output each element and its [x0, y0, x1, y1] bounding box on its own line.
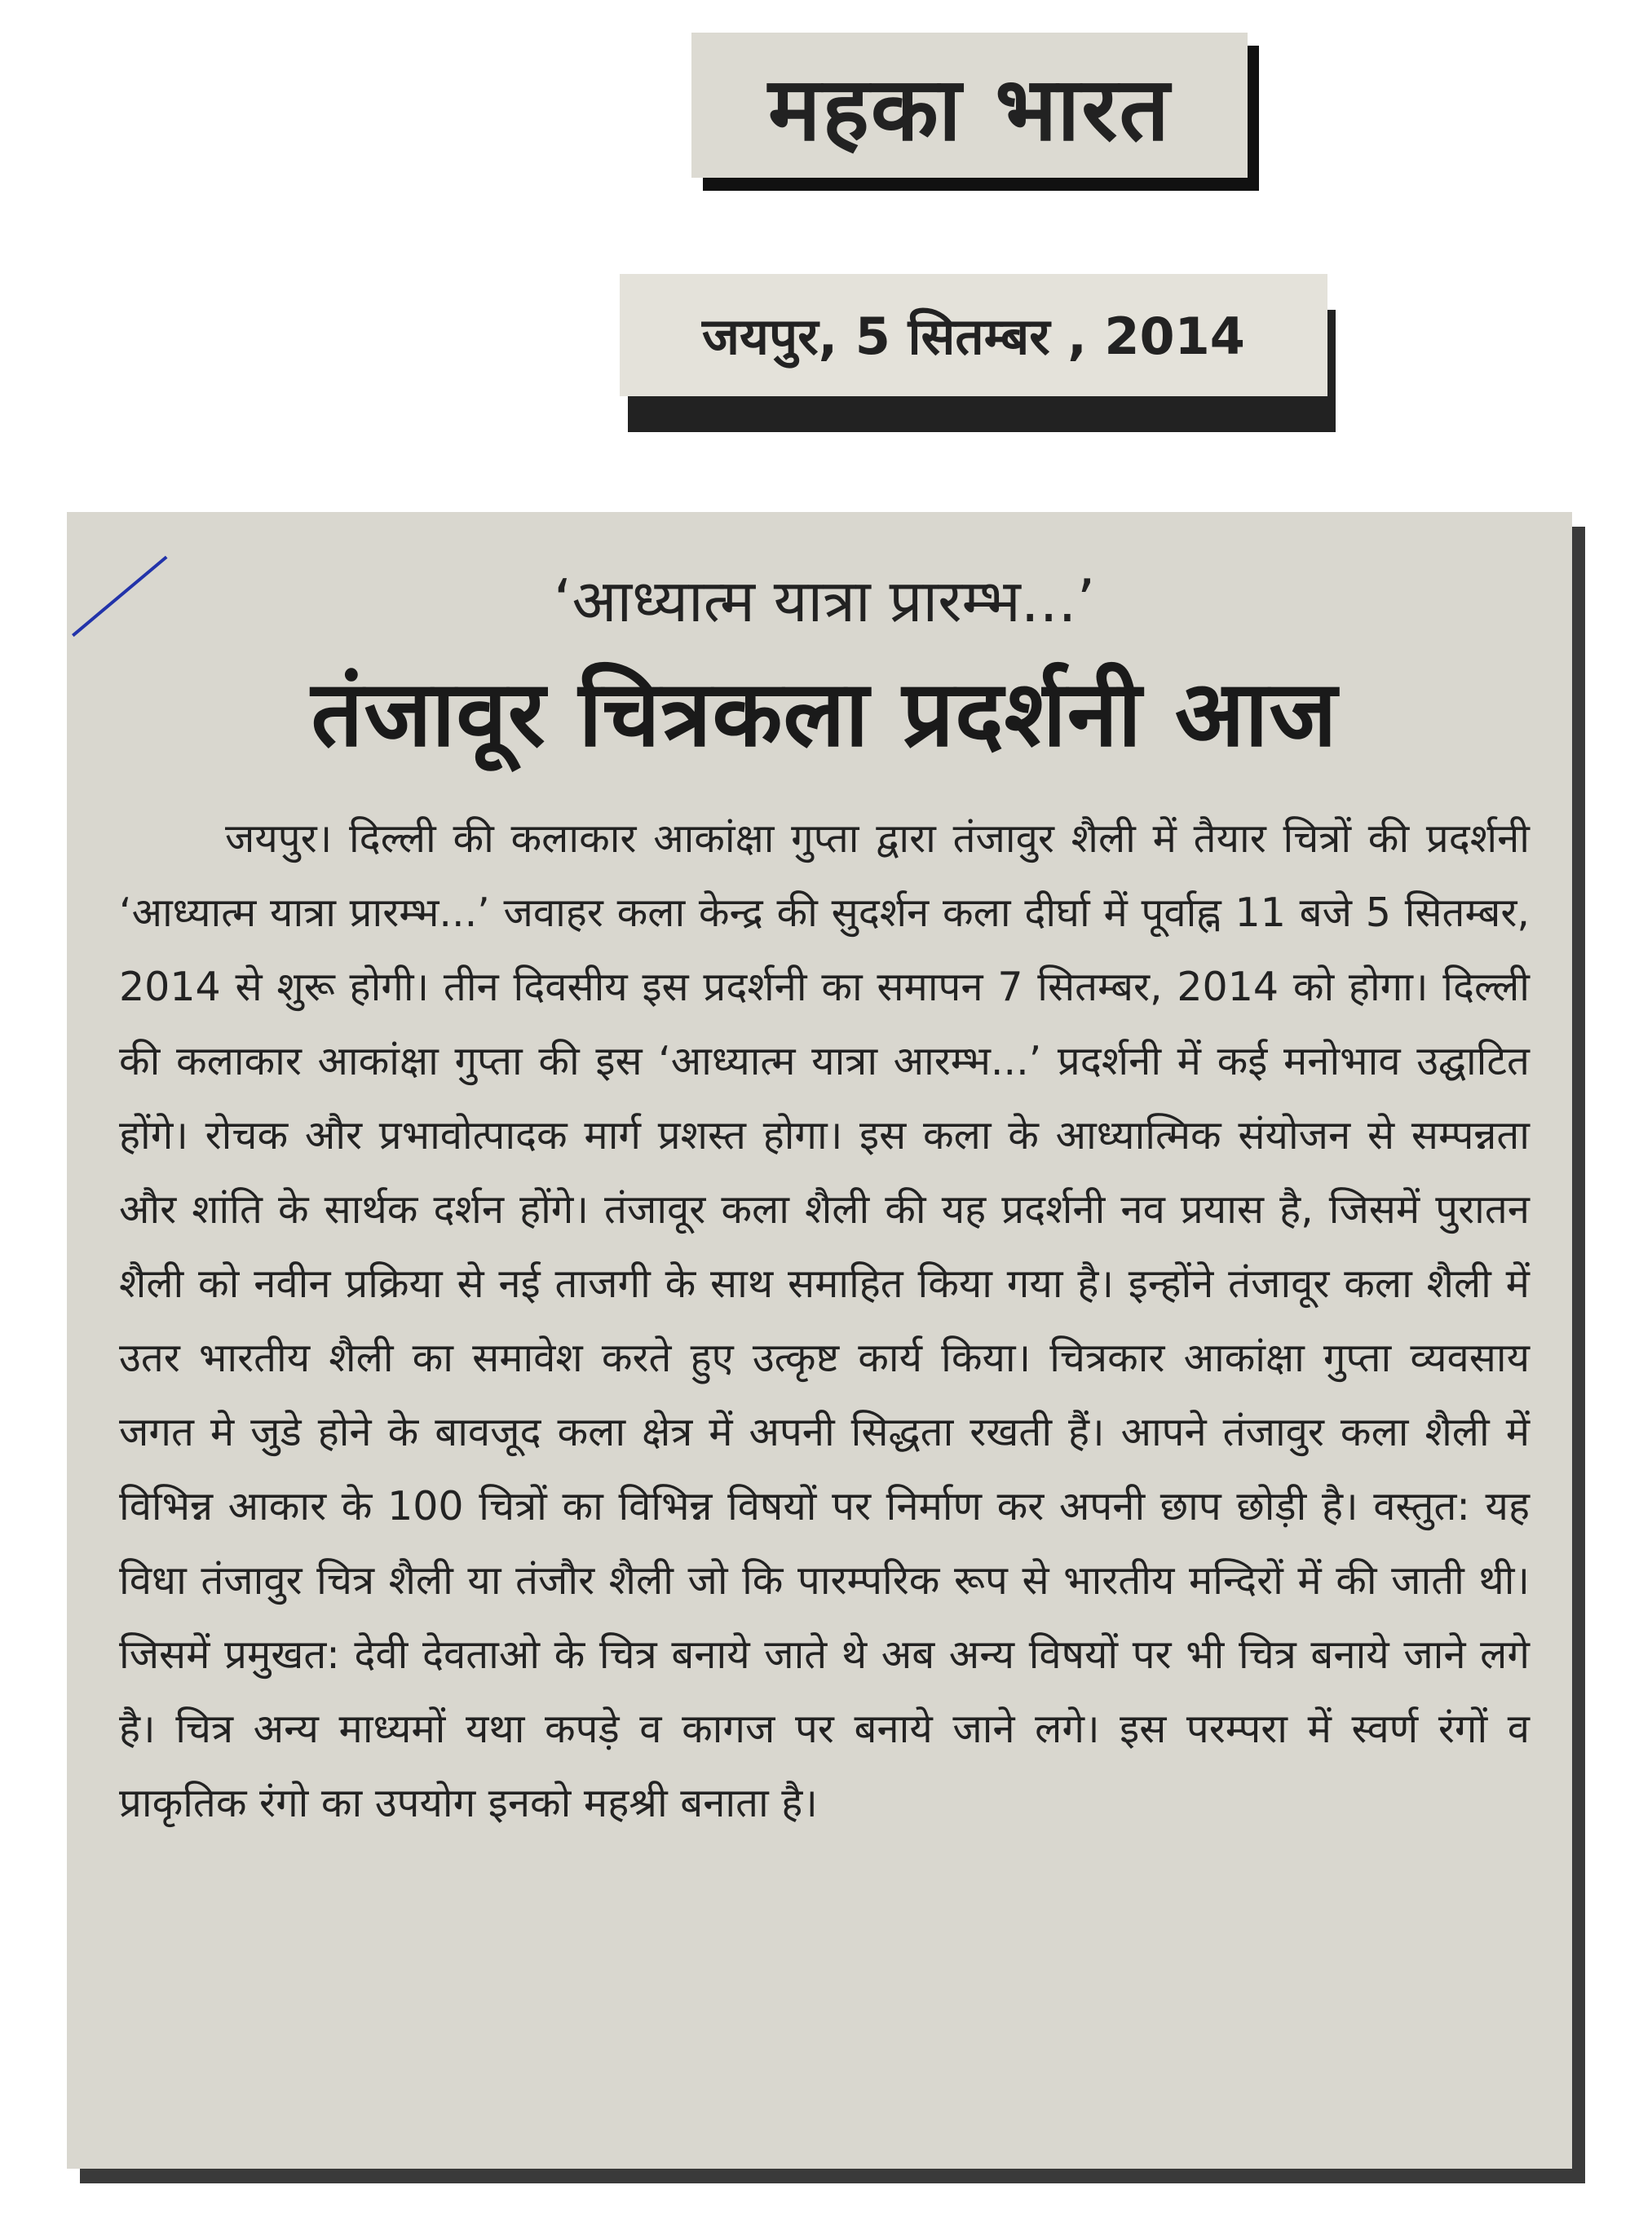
publication-date: जयपुर, 5 सितम्बर , 2014	[702, 307, 1245, 366]
article-headline: तंजावूर चित्रकला प्रदर्शनी आज	[311, 661, 1338, 767]
newspaper-name: महका भारत	[767, 58, 1172, 161]
article-body: जयपुर। दिल्ली की कलाकार आकांक्षा गुप्ता द्वारा तंजावुर शैली में तैयार चित्रों की प्रदर्शनी ‘आध्यात्म यात्रा प्रारम्भ...’ जवाहर कला केन्द्र की सुदर्शन कला दीर्घा में पूर्वाह्न 11 बजे 5 सितम्बर, 2014 से शुरू होगी। तीन दिवसीय इस प्रदर्शनी का समापन 7 सितम्बर, 2014 को होगा। दिल्ली की कलाकार आकांक्षा गुप्ता की इस ‘आध्यात्म यात्रा आरम्भ...’ प्रदर्शनी में कई मनोभाव उद्घाटित होंगे। रोचक और प्रभावोत्पादक मार्ग प्रशस्त होगा। इस कला के आध्यात्मिक संयोजन से सम्पन्नता और शांति के सार्थक दर्शन होंगे। तंजावूर कला शैली की यह प्रदर्शनी नव प्रयास है, जिसमें पुरातन शैली को नवीन प्रक्रिया से नई ताजगी के साथ समाहित किया गया है। इन्होंने तंजावूर कला शैली में उतर भारतीय शैली का समावेश करते हुए उत्कृष्ट कार्य किया। चित्रकार आकांक्षा गुप्ता व्यवसाय जगत मे जुडे होने के बावजूद कला क्षेत्र में अपनी सिद्धता रखती हैं। आपने तंजावुर कला शैली में विभिन्न आकार के 100 चित्रों का विभिन्न विषयों पर निर्माण कर अपनी छाप छोड़ी है। वस्तुत: यह विधा तंजावुर चित्र शैली या तंजौर शैली जो कि पारम्परिक रूप से भारतीय मन्दिरों में की जाती थी। जिसमें प्रमुखत: देवी देवताओ के चित्र बनाये जाते थे अब अन्य विषयों पर भी चित्र बनाये जाने लगे है। चित्र अन्य माध्यमों यथा कपड़े व कागज पर बनाये जाने लगे। इस परम्परा में स्वर्ण रंगों व प्राकृतिक रंगो का उपयोग इनको महश्री बनाता है।	[119, 815, 1530, 1826]
article-clipping	[67, 512, 1572, 2169]
article-subtitle: ‘आध्यात्म यात्रा प्रारम्भ...’	[553, 567, 1096, 635]
dateline-clipping	[620, 274, 1327, 396]
masthead-clipping	[691, 33, 1248, 178]
